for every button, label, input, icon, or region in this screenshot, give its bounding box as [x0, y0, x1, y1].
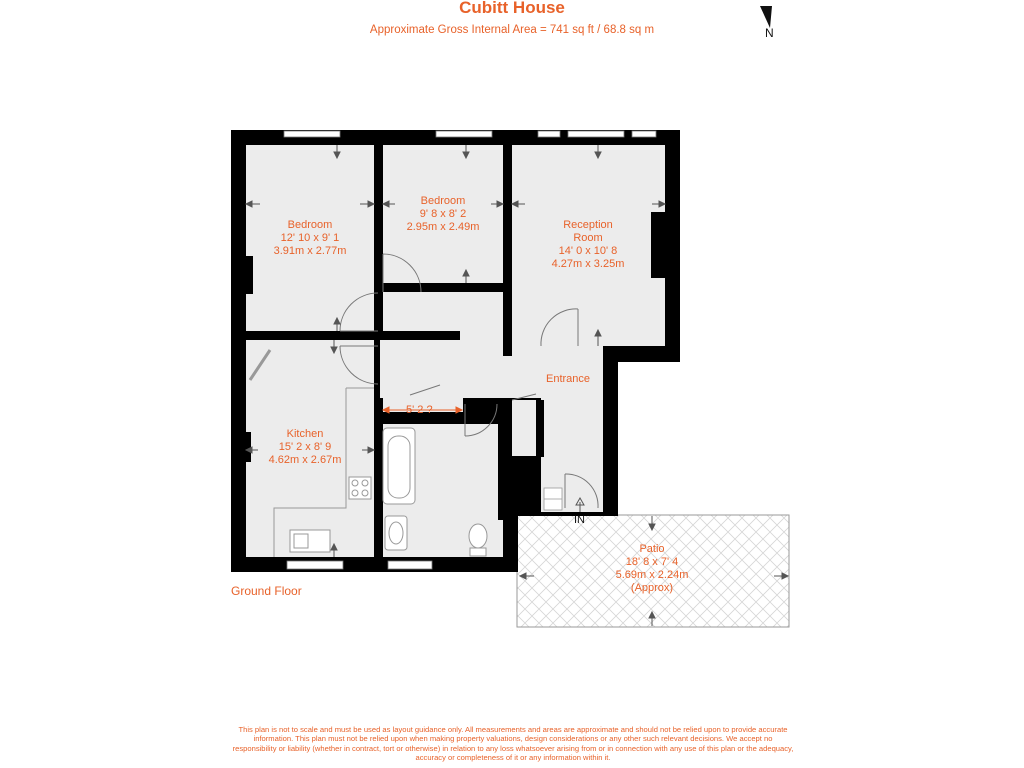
entrance-label: Entrance [545, 373, 591, 385]
hob-icon [349, 477, 371, 499]
kitchen-metric: 4.62m x 2.67m [268, 454, 342, 466]
plan-title: Cubitt House [459, 0, 565, 17]
reception-imperial: 14' 0 x 10' 8 [558, 245, 618, 257]
reception-metric: 4.27m x 3.25m [551, 258, 625, 270]
bedroom-2-metric: 2.95m x 2.49m [406, 221, 480, 233]
floor-label: Ground Floor [231, 584, 302, 598]
kitchen-label [255, 428, 355, 467]
sink-icon [290, 530, 330, 552]
patio-imperial: 18' 8 x 7' 4 [625, 556, 679, 568]
kitchen-name: Kitchen [286, 428, 324, 440]
disclaimer-text: This plan is not to scale and must be used as layout guidance only. All measurements and areas are approximate and should not be relied upon to provide accurate information. This plan must not be relied upon when making property valuations, design considerations or any other such relevant decisions. We accept no responsibility or liability (whether in contract, tort or otherwise) in relation to any loss whatsoever arising from or in connection with any use of this plan or the adequacy, accuracy or completeness of it or any information within it. [232, 725, 794, 763]
entry-steps [544, 488, 562, 510]
reception-label [538, 219, 638, 271]
bedroom-2-label [393, 195, 493, 234]
store-floor [512, 400, 536, 456]
bedroom-1-name: Bedroom [287, 219, 333, 231]
compass-label: N [765, 26, 774, 40]
kitchen-imperial: 15' 2 x 8' 9 [278, 441, 332, 453]
area-subtitle: Approximate Gross Internal Area = 741 sq ft / 68.8 sq m [369, 24, 655, 36]
entrance-floor [380, 338, 603, 398]
reception-name-1: Reception [563, 219, 613, 231]
patio-name: Patio [639, 543, 665, 555]
bedroom-1-label [260, 219, 360, 258]
bedroom-2-imperial: 9' 8 x 8' 2 [419, 208, 467, 220]
patio-metric: 5.69m x 2.24m [615, 569, 689, 581]
reception-name-2: Room [573, 232, 603, 244]
entry-label: IN [574, 514, 585, 526]
cupboard-measurement: 5' 2 ? [406, 404, 433, 416]
bedroom-1-metric: 3.91m x 2.77m [273, 245, 347, 257]
toilet-icon [469, 524, 487, 548]
patio-note: (Approx) [630, 582, 674, 594]
basin-icon [385, 516, 407, 550]
patio-label [602, 543, 702, 595]
bedroom-2-name: Bedroom [420, 195, 466, 207]
bedroom-1-imperial: 12' 10 x 9' 1 [280, 232, 340, 244]
